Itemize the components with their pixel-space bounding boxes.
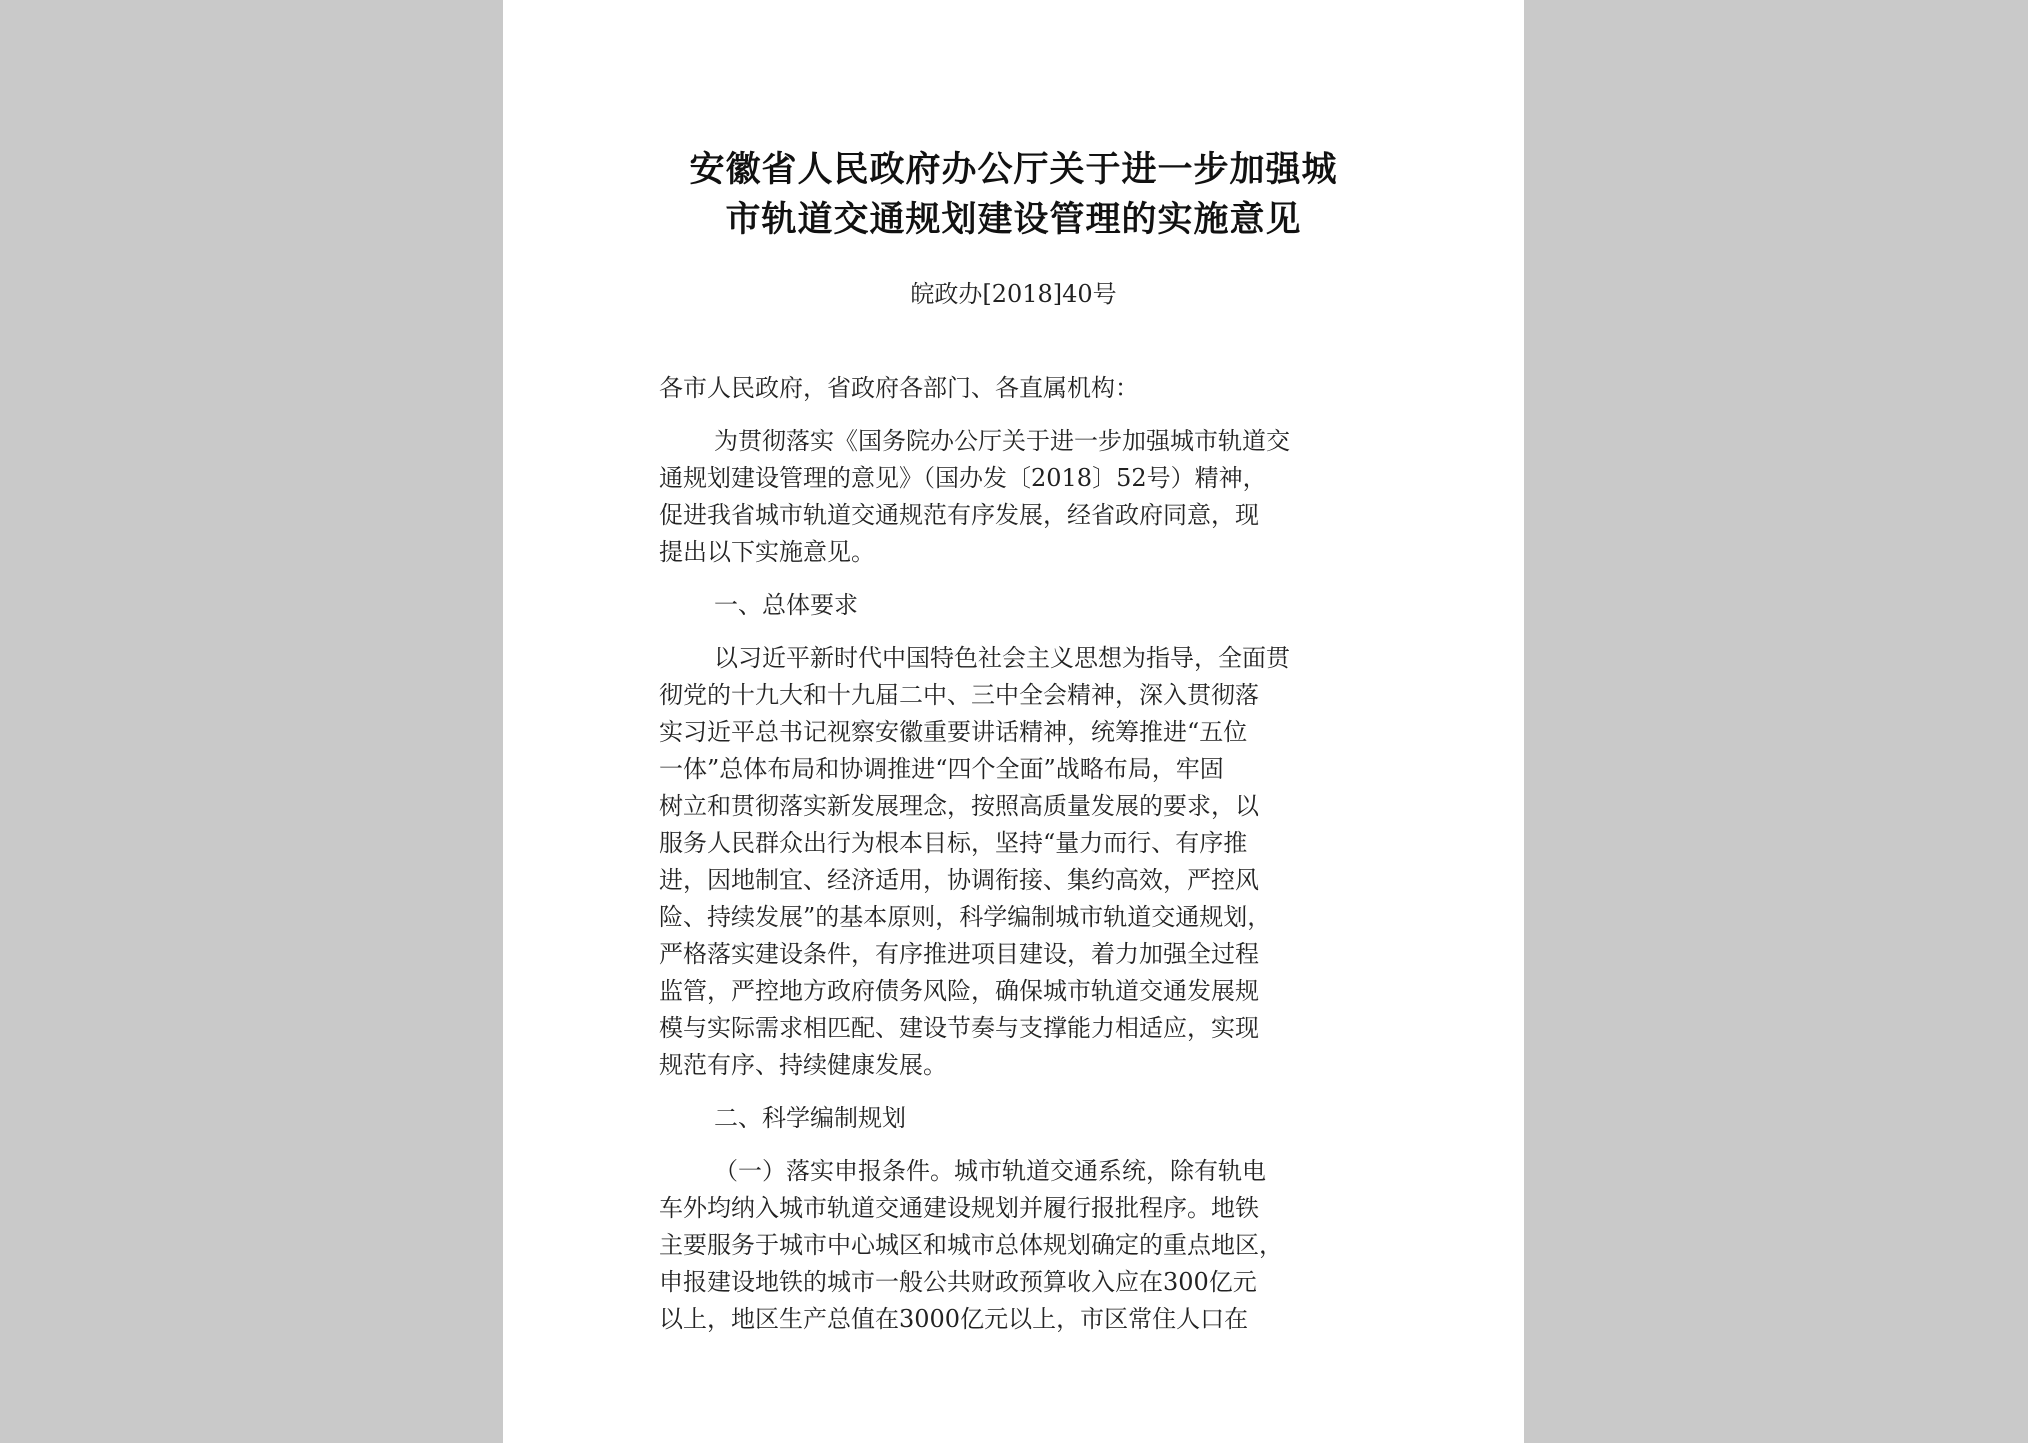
paragraph-line: 通规划建设管理的意见》（国办发〔2018〕52号）精神， (659, 464, 1267, 492)
paragraph-line: 车外均纳入城市轨道交通建设规划并履行报批程序。地铁 (659, 1194, 1259, 1222)
paragraph-general-requirements (659, 640, 1419, 1084)
paragraph-line: 服务人民群众出行为根本目标，坚持“量力而行、有序推 (659, 829, 1248, 857)
paragraph-line: 树立和贯彻落实新发展理念，按照高质量发展的要求，以 (659, 792, 1259, 820)
section-heading-1: 一、总体要求 (714, 591, 858, 619)
paragraph-line: 申报建设地铁的城市一般公共财政预算收入应在300亿元 (659, 1268, 1257, 1296)
paragraph-line: 以习近平新时代中国特色社会主义思想为指导，全面贯 (714, 644, 1290, 672)
document-number: 皖政办[2018]40号 (910, 280, 1117, 308)
paragraph-line: 提出以下实施意见。 (659, 538, 875, 566)
paragraph-line: 实习近平总书记视察安徽重要讲话精神，统筹推进“五位 (659, 718, 1248, 746)
paragraph-line: 险、持续发展”的基本原则，科学编制城市轨道交通规划， (659, 903, 1272, 931)
section-heading-2: 二、科学编制规划 (714, 1104, 906, 1132)
paragraph-line: 为贯彻落实《国务院办公厅关于进一步加强城市轨道交 (714, 427, 1290, 455)
document-page (503, 0, 1524, 1443)
title-line: 安徽省人民政府办公厅关于进一步加强城 (689, 150, 1338, 190)
paragraph-line: （一）落实申报条件。城市轨道交通系统，除有轨电 (714, 1157, 1266, 1185)
paragraph-line: 进，因地制宜、经济适用，协调衔接、集约高效，严控风 (659, 866, 1259, 894)
paragraph-line: 监管，严控地方政府债务风险，确保城市轨道交通发展规 (659, 977, 1259, 1005)
paragraph-line: 以上，地区生产总值在3000亿元以上，市区常住人口在 (659, 1305, 1249, 1333)
paragraph-line: 促进我省城市轨道交通规范有序发展，经省政府同意，现 (659, 501, 1259, 529)
paragraph-line: 严格落实建设条件，有序推进项目建设，着力加强全过程 (659, 940, 1259, 968)
paragraph-line: 主要服务于城市中心城区和城市总体规划确定的重点地区， (659, 1231, 1283, 1259)
paragraph-line: 彻党的十九大和十九届二中、三中全会精神，深入贯彻落 (659, 681, 1259, 709)
paragraph-line: 模与实际需求相匹配、建设节奏与支撑能力相适应，实现 (659, 1014, 1259, 1042)
paragraph-intro (659, 423, 1419, 571)
document-body (659, 370, 1419, 1338)
salutation: 各市人民政府，省政府各部门、各直属机构： (659, 374, 1139, 402)
title-line: 市轨道交通规划建设管理的实施意见 (725, 200, 1302, 240)
paragraph-line: 规范有序、持续健康发展。 (659, 1051, 947, 1079)
document-title (503, 145, 1524, 245)
paragraph-line: 一体”总体布局和协调推进“四个全面”战略布局，牢固 (659, 755, 1224, 783)
paragraph-application-conditions (659, 1153, 1419, 1338)
